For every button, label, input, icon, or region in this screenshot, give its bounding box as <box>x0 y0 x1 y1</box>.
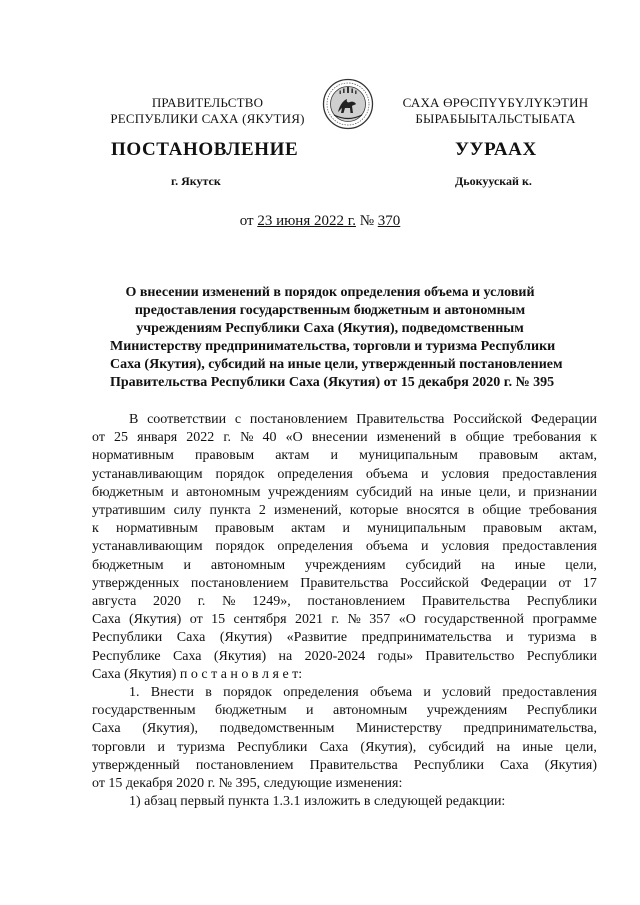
body-line: от 25 января 2022 г. № 40 «О внесении изменений в общие требования к <box>92 430 597 446</box>
body-line: торговли и туризма Республики Саха (Якутия), субсидий на иные цели, <box>92 739 597 755</box>
body-line: Саха (Якутия) п о с т а н о в л я е т: <box>92 666 303 682</box>
document-title <box>110 284 563 392</box>
body-line: утвержденных постановлением Правительства Российской Федерации от 17 <box>92 575 597 591</box>
body-line: Саха (Якутия) от 15 сентября 2021 г. № 357 «О государственной программе <box>92 612 597 628</box>
number-prefix: № <box>355 213 378 229</box>
body-line: утвержденный постановлением Правительства Республики Саха (Якутия) <box>92 757 597 773</box>
title-line: учреждениям Республики Саха (Якутия), подведомственным <box>136 321 524 336</box>
resolution-date-line <box>0 213 640 230</box>
body-line: Республике Саха (Якутия) на 2020-2024 годы» Правительство Республики <box>92 648 597 664</box>
body-line: от 15 декабря 2020 г. № 395, следующие изменения: <box>92 776 403 791</box>
city-russian: г. Якутск <box>171 174 221 188</box>
title-line: предоставления государственным бюджетным и автономным <box>134 303 526 318</box>
title-line: Правительства Республики Саха (Якутия) от 15 декабря 2020 г. № 395 <box>110 375 555 390</box>
body-line: бюджетным и автономным учреждениям субсидий на иные цели, и признании <box>92 484 597 500</box>
body-line: В соответствии с постановлением Правительства Российской Федерации <box>129 412 597 427</box>
city-sakha: Дьокуускай к. <box>455 174 532 188</box>
body-line: августа 2020 г. № 1249», постановлением Правительства Республики <box>92 594 597 609</box>
body-line: 1) абзац первый пункта 1.3.1 изложить в следующей редакции: <box>129 794 506 810</box>
body-line: Республики Саха (Якутия) «Развитие предпринимательства и туризма в <box>92 630 597 646</box>
body-line: 1. Внести в порядок определения объема и условий предоставления <box>129 685 597 700</box>
body-line: нормативным правовым актам и муниципальным правовым актам, <box>92 448 597 464</box>
issuer-right-line-1: САХА ӨРӨСПҮҮБҮЛҮКЭТИН <box>402 95 589 110</box>
body-line: бюджетным и автономным учреждениям субсидий на иные цели, <box>92 557 597 573</box>
issuer-right <box>388 95 603 127</box>
body-line: Саха (Якутия), подведомственным Министерству предпринимательства, <box>92 721 597 737</box>
issuer-left-line-2: РЕСПУБЛИКИ САХА (ЯКУТИЯ) <box>110 111 305 126</box>
title-line: Саха (Якутия), субсидий на иные цели, утвержденный постановлением <box>110 357 563 372</box>
issuer-left <box>100 95 315 127</box>
coat-of-arms-sakha-icon <box>322 78 374 130</box>
body-line: государственным бюджетным и автономным учреждениям Республики <box>92 703 597 719</box>
doctype-sakha: УУРААХ <box>455 139 537 160</box>
resolution-date: 23 июня 2022 г. <box>257 213 356 229</box>
title-line: Министерству предпринимательства, торговли и туризма Республики <box>110 339 556 354</box>
issuer-right-line-2: БЫРАБЫЫТАЛЬСТЫБАТА <box>415 111 576 126</box>
resolution-number: 370 <box>377 213 401 229</box>
title-line: О внесении изменений в порядок определения объема и условий <box>125 285 535 300</box>
body-line: устанавливающим порядок определения объема и условия предоставления <box>92 539 597 555</box>
body-line: устанавливающим порядок определения объема и условия предоставления <box>92 466 597 482</box>
doctype-russian: ПОСТАНОВЛЕНИЕ <box>111 139 299 160</box>
body-line: к нормативным правовым актам и муниципальным правовым актам, <box>92 521 597 537</box>
issuer-left-line-1: ПРАВИТЕЛЬСТВО <box>151 95 264 110</box>
body-line: утратившим силу пункта 2 изменений, которые вносятся в общие требования <box>92 503 597 518</box>
date-prefix: от <box>239 213 258 229</box>
